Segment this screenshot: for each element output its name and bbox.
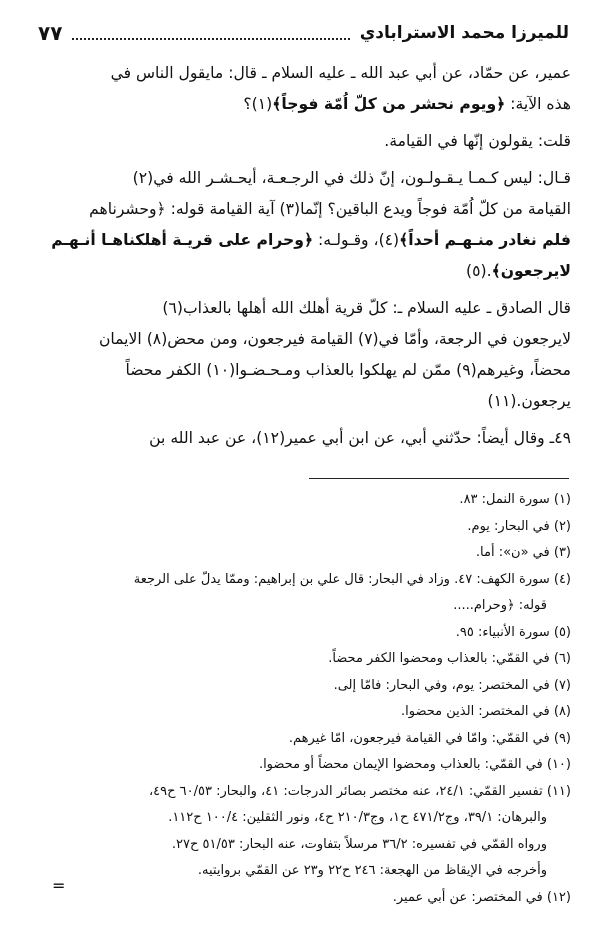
text-line: يرجعون.(١١) — [487, 392, 571, 410]
quran-quote: ﴿وحرام على قريـة أهلكناهـا أنـهـم — [51, 231, 314, 249]
footnote: (٢) في البحار: يوم. — [467, 518, 571, 534]
footnote-separator — [309, 478, 569, 479]
text-line: قـال: ليس كـمـا يـقـولـون، إنّ ذلك في الرجـعـة، أيحـشـر الله في(٢) — [132, 169, 571, 187]
footnotes — [38, 487, 571, 911]
quran-quote: ﴿ويوم نحشر من كلّ اُمّة فوجاً﴾ — [272, 95, 506, 113]
footnote: (٩) في القمّي: وامّا في القيامة فيرجعون، امّا غيرهم. — [288, 730, 571, 746]
continuation-mark: = — [52, 876, 66, 895]
text-line: هذه الآية: ﴿ويوم نحشر من كلّ اُمّة فوجاً﴾(١)؟ — [243, 95, 571, 113]
footnote: (١) سورة النمل: ٨٣. — [459, 492, 571, 507]
text-line: لايرجعون في الرجعة، وأمّا في(٧) القيامة فيرجعون، ومن محض(٨) الايمان — [98, 330, 571, 348]
footnote-continuation: ورواه القمّي في تفسيره: ٣٦/٢ مرسلاً بتفاوت، عنه البحار: ٥١/٥٣ ح٢٧. — [171, 836, 547, 852]
running-header — [38, 18, 569, 48]
footnote-continuation: قوله: ﴿وحرام..... — [453, 598, 547, 613]
text-line: عمير، عن حمّاد، عن أبي عبد الله ـ عليه السلام ـ قال: مايقول الناس في — [110, 64, 571, 82]
text-line: محضاً، وغيرهم(٩) ممّن لم يهلكوا بالعذاب ومـحـضـوا(١٠) الكفر محضاً — [125, 361, 571, 379]
footnote: (٥) سورة الأنبياء: ٩٥. — [455, 624, 571, 640]
hadith-49-line: ٤٩ـ وقال أيضاً: حدّثني أبي، عن ابن أبي عمير(١٢)، عن عبد الله بن — [149, 429, 571, 447]
footnote: (٣) في «ن»: أما. — [475, 545, 571, 560]
footnote: (١١) تفسير القمّي: ٢٤/١، عنه مختصر بصائر الدرجات: ٤١، والبحار: ٦٠/٥٣ ح٤٩، — [148, 783, 571, 799]
header-dotted-rule — [72, 38, 349, 40]
footnote: (١٠) في القمّي: بالعذاب ومحضوا الإيمان محضاً أو محضوا. — [258, 757, 571, 772]
text-line: قلت: يقولون إنّها في القيامة. — [384, 132, 571, 150]
text-line: فلم نغادر منـهـم أحداً﴾(٤)، وقـولـه: ﴿وحرام على قريـة أهلكناهـا أنـهـم — [51, 231, 571, 249]
footnote-continuation: وأخرجه في الإيقاظ من الهجعة: ٢٤٦ ح٢٢ و٢٣ عن القمّي بروايتيه. — [197, 863, 547, 878]
footnote: (٦) في القمّي: بالعذاب ومحضوا الكفر محضاً. — [328, 651, 571, 666]
footnote-continuation: والبرهان: ٣٩/١، وج٤٧١/٢ ح١، وج٢١٠/٣ ح٤، ونور الثقلين: ١٠٠/٤ ح١١٢. — [168, 810, 547, 825]
quran-quote: لايرجعون﴾ — [491, 262, 571, 280]
text-line: القيامة من كلّ اُمّة فوجاً ويدع الباقين؟ إنّما(٣) آية القيامة قوله: ﴿وحشرناهم — [89, 200, 571, 218]
quran-quote: فلم نغادر منـهـم أحداً﴾ — [399, 231, 571, 249]
footnote-ref: (١)؟ — [243, 95, 273, 113]
footnote: (٤) سورة الكهف: ٤٧. وزاد في البحار: قال علي بن إبراهيم: وممّا يدلّ على الرجعة — [133, 571, 571, 587]
header-title: للميرزا محمد الاسترابادي — [359, 23, 569, 43]
text-line: قال الصادق ـ عليه السلام ـ: كلّ قرية أهلك الله أهلها بالعذاب(٦) — [162, 299, 571, 317]
main-text — [38, 58, 571, 454]
footnote: (٨) في المختصر: الذين محضوا. — [401, 704, 571, 719]
footnote-ref: .(٥) — [466, 262, 492, 280]
text-line — [38, 256, 571, 287]
page-number: ٧٧ — [38, 21, 63, 45]
footnote: (١٢) في المختصر: عن أبي عمير. — [392, 889, 571, 905]
footnote: (٧) في المختصر: يوم، وفي البحار: فامّا إلى. — [333, 677, 571, 693]
